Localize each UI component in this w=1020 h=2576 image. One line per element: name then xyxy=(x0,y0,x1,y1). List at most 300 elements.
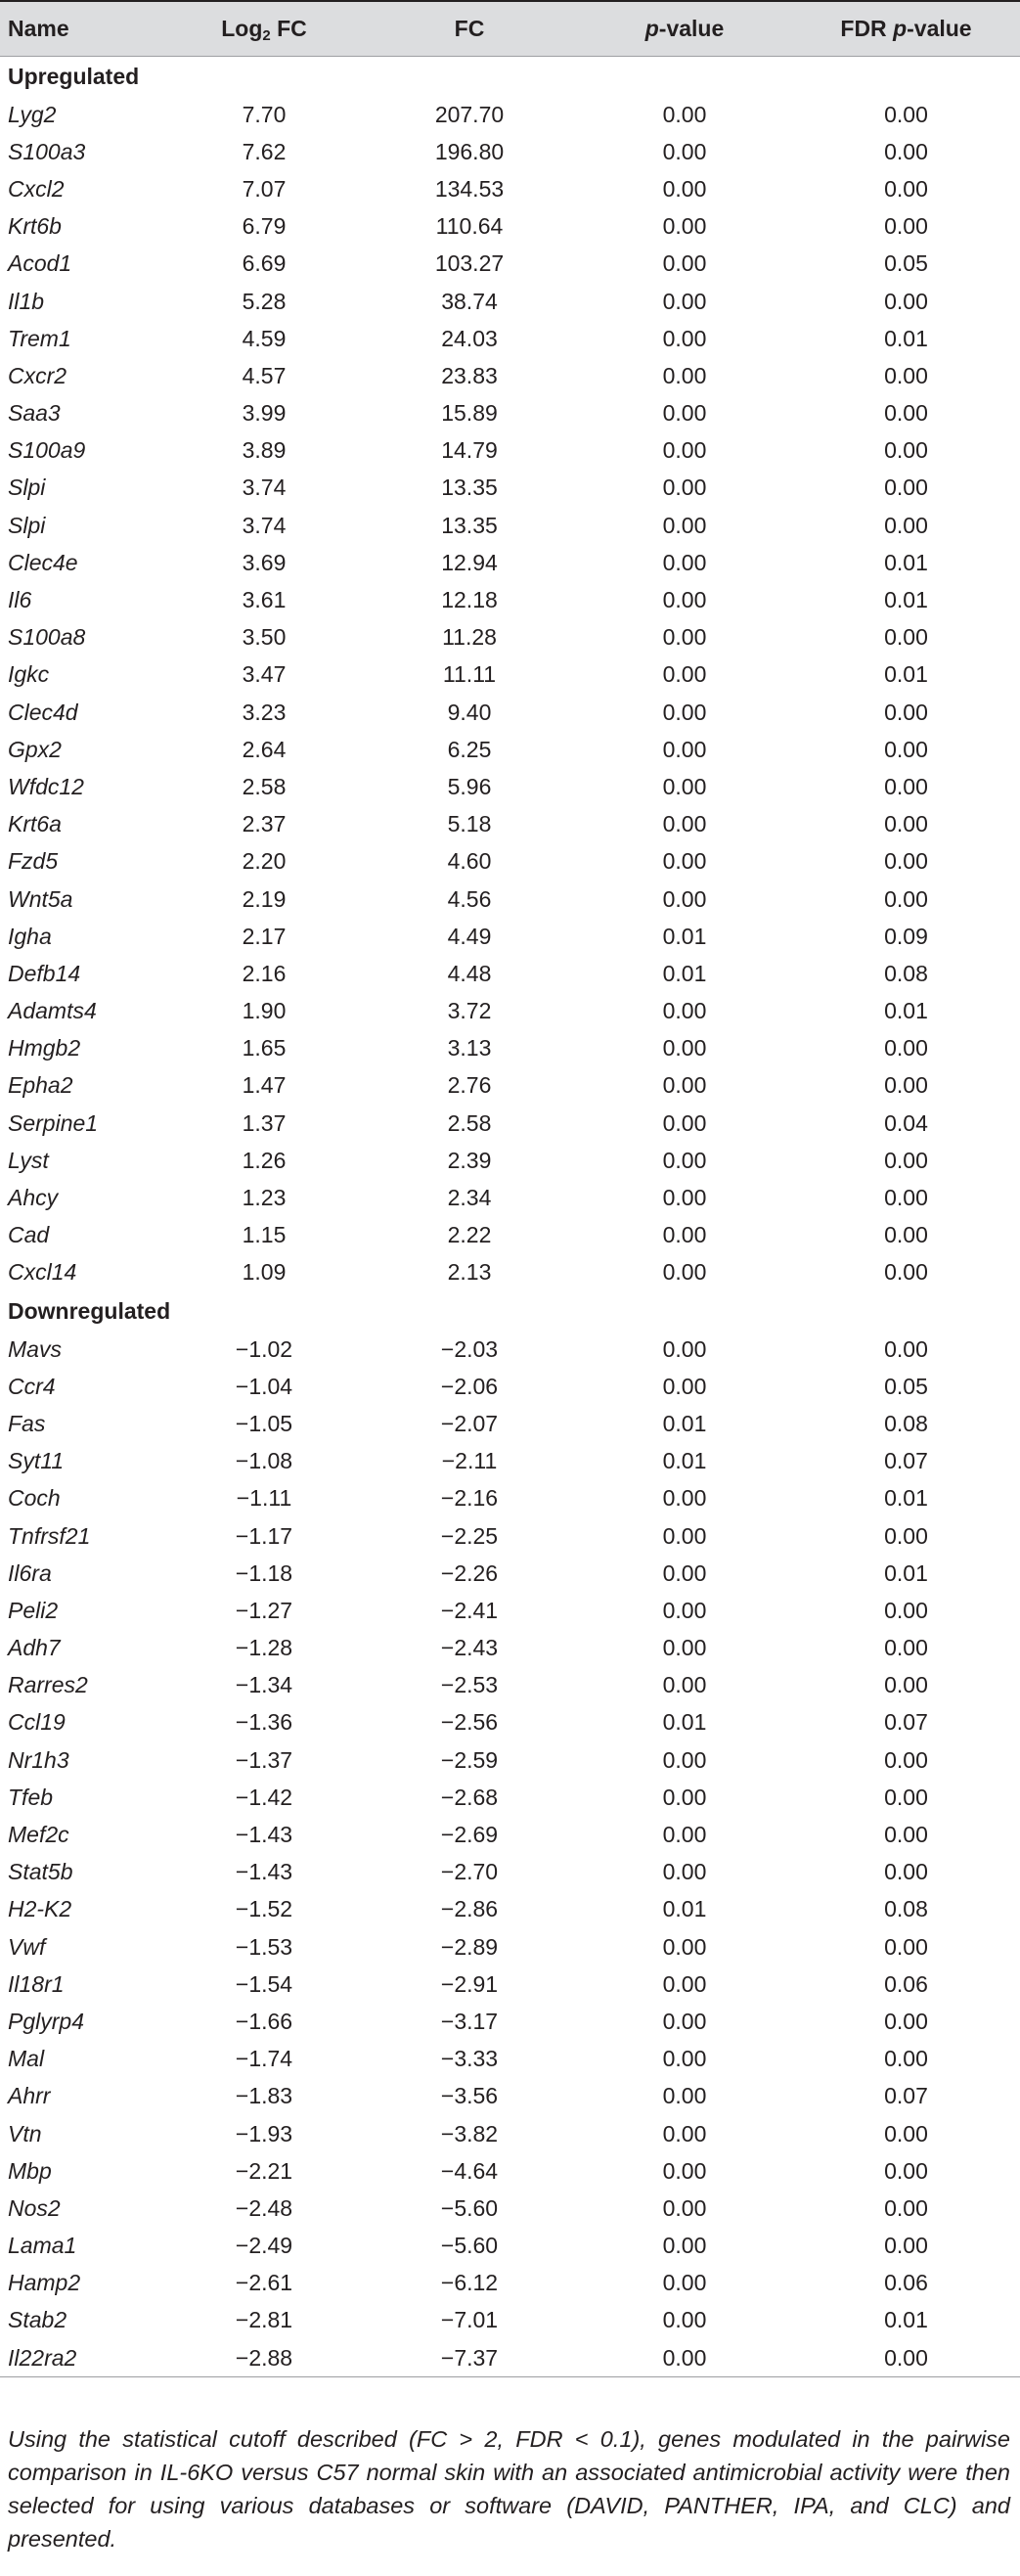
gene-name-cell: Mbp xyxy=(8,2157,52,2184)
table-row xyxy=(0,432,1020,470)
pvalue-cell: 0.00 xyxy=(662,400,707,427)
pvalue-cell: 0.00 xyxy=(662,2233,707,2259)
pvalue-cell: 0.00 xyxy=(662,1035,707,1062)
gene-name-cell: Il22ra2 xyxy=(0,2339,166,2377)
table-row xyxy=(0,1331,1020,1368)
table-row xyxy=(0,581,1020,618)
pvalue-cell: 0.00 xyxy=(662,325,707,351)
fc-cell: 6.25 xyxy=(447,736,492,762)
pvalue-cell: 0.00 xyxy=(662,1485,707,1512)
pvalue-cell: 0.00 xyxy=(662,2307,707,2333)
fdr-pvalue-cell: 0.00 xyxy=(884,736,928,762)
log2fc-cell: −1.17 xyxy=(235,1522,293,1549)
pvalue-cell: 0.01 xyxy=(662,1410,707,1436)
fc-cell: −2.06 xyxy=(440,1373,499,1399)
log2fc-cell: −1.18 xyxy=(235,1559,293,1586)
table-row xyxy=(0,507,1020,544)
pvalue-cell: 0.00 xyxy=(662,250,707,277)
gene-name-cell: Wfdc12 xyxy=(8,773,84,799)
fc-cell: 207.70 xyxy=(434,101,505,127)
gene-name-cell: Slpi xyxy=(8,512,46,538)
pvalue-cell: 0.01 xyxy=(662,960,707,986)
fdr-pvalue-cell: 0.00 xyxy=(884,699,928,725)
fc-cell: −2.16 xyxy=(440,1485,499,1512)
fc-cell: 13.35 xyxy=(441,512,498,538)
fc-cell: 3.72 xyxy=(447,998,492,1024)
fc-cell: 38.74 xyxy=(441,288,498,314)
pvalue-cell: 0.00 xyxy=(577,2339,792,2377)
pvalue-cell: 0.00 xyxy=(662,2008,707,2034)
gene-name-cell: Cxcr2 xyxy=(8,362,67,388)
log2fc-cell: −1.04 xyxy=(235,1373,293,1399)
col-header-log2fc: Log$_2$ FC xyxy=(166,1,362,57)
pvalue-cell: 0.00 xyxy=(662,362,707,388)
pvalue-cell: 0.00 xyxy=(662,138,707,164)
fc-cell: 2.58 xyxy=(447,1109,492,1136)
pvalue-cell: 0.01 xyxy=(662,923,707,949)
upregulated-section xyxy=(0,57,1020,1292)
gene-name-cell: Ahcy xyxy=(8,1185,59,1211)
table-row xyxy=(0,357,1020,394)
col-header-fc: FC xyxy=(362,1,577,57)
log2fc-cell: −1.11 xyxy=(236,1485,292,1512)
log2fc-cell: −1.83 xyxy=(235,2083,293,2109)
gene-name-cell: Hamp2 xyxy=(8,2270,81,2296)
pvalue-cell: 0.00 xyxy=(662,213,707,240)
gene-name-cell: Syt11 xyxy=(8,1448,65,1474)
fc-cell: 134.53 xyxy=(434,175,505,202)
gene-name-cell: Lyg2 xyxy=(8,101,57,127)
log2fc-cell: −1.05 xyxy=(235,1410,293,1436)
fc-cell: −2.41 xyxy=(440,1597,499,1623)
table-row xyxy=(0,1891,1020,1928)
gene-name-cell: Il6ra xyxy=(8,1559,52,1586)
pvalue-cell: 0.00 xyxy=(662,1822,707,1848)
fc-cell: −2.69 xyxy=(440,1822,499,1848)
log2fc-cell: −2.88 xyxy=(166,2339,362,2377)
pvalue-cell: 0.00 xyxy=(662,2270,707,2296)
gene-name-cell: Ccr4 xyxy=(8,1373,56,1399)
fc-cell: 110.64 xyxy=(435,213,504,240)
gene-name-cell: Gpx2 xyxy=(8,736,62,762)
fc-cell: −2.70 xyxy=(440,1859,499,1885)
table-row xyxy=(0,544,1020,581)
table-row xyxy=(0,2115,1020,2152)
fdr-pvalue-cell: 0.09 xyxy=(884,923,928,949)
gene-name-cell: Il18r1 xyxy=(8,1970,65,1997)
gene-name-cell: Serpine1 xyxy=(8,1109,99,1136)
downregulated-section xyxy=(0,1291,1020,2377)
fc-cell: −7.01 xyxy=(440,2307,499,2333)
gene-name-cell: Mal xyxy=(8,2046,45,2072)
table-row xyxy=(0,1254,1020,1291)
log2fc-cell: −1.28 xyxy=(235,1635,293,1661)
pvalue-cell: 0.01 xyxy=(662,1448,707,1474)
log2fc-cell: −2.61 xyxy=(235,2270,293,2296)
pvalue-cell: 0.00 xyxy=(662,512,707,538)
log2fc-cell: −1.08 xyxy=(235,1448,293,1474)
log2fc-cell: 6.69 xyxy=(242,250,287,277)
fc-cell: −3.33 xyxy=(440,2046,499,2072)
fc-cell: −2.89 xyxy=(440,1933,499,1960)
table-row xyxy=(0,768,1020,805)
fdr-pvalue-cell: 0.00 xyxy=(884,624,928,651)
log2fc-cell: 2.37 xyxy=(242,811,287,837)
fdr-pvalue-cell: 0.01 xyxy=(884,325,928,351)
table-row xyxy=(0,1966,1020,2003)
gene-name-cell: S100a8 xyxy=(8,624,86,651)
fdr-pvalue-cell: 0.00 xyxy=(884,138,928,164)
log2fc-cell: 2.19 xyxy=(242,885,287,912)
fdr-pvalue-cell: 0.00 xyxy=(884,288,928,314)
table-row xyxy=(0,1741,1020,1779)
log2fc-cell: −2.48 xyxy=(235,2194,293,2221)
pvalue-cell: 0.00 xyxy=(662,624,707,651)
fc-cell: 13.35 xyxy=(441,475,498,501)
fdr-pvalue-cell: 0.00 xyxy=(884,1597,928,1623)
table-row xyxy=(0,320,1020,357)
pvalue-cell: 0.00 xyxy=(662,1522,707,1549)
log2fc-cell: −2.21 xyxy=(235,2157,293,2184)
fc-cell: 23.83 xyxy=(441,362,498,388)
fc-cell: 2.76 xyxy=(447,1072,492,1099)
pvalue-cell: 0.00 xyxy=(662,1335,707,1362)
log2fc-cell: −1.34 xyxy=(235,1672,293,1698)
col-header-fdr-pvalue: FDR p-value xyxy=(792,1,1020,57)
log2fc-cell: 1.09 xyxy=(242,1259,287,1286)
fdr-pvalue-cell: 0.00 xyxy=(884,1185,928,1211)
table-row xyxy=(0,1630,1020,1667)
col-header-pvalue: p-value xyxy=(577,1,792,57)
fc-cell: −2.91 xyxy=(440,1970,499,1997)
table-row xyxy=(0,656,1020,694)
gene-name-cell: Ahrr xyxy=(8,2083,51,2109)
log2fc-cell: 1.26 xyxy=(242,1147,287,1173)
log2fc-cell: −1.93 xyxy=(235,2120,293,2147)
fdr-pvalue-cell: 0.00 xyxy=(884,1822,928,1848)
fc-cell: −2.53 xyxy=(440,1672,499,1698)
table-row xyxy=(0,843,1020,881)
log2fc-cell: 2.16 xyxy=(242,960,287,986)
table-row xyxy=(0,2302,1020,2339)
fdr-pvalue-cell: 0.00 xyxy=(884,362,928,388)
gene-name-cell: Clec4d xyxy=(8,699,78,725)
pvalue-cell: 0.00 xyxy=(662,773,707,799)
pvalue-cell: 0.00 xyxy=(662,811,707,837)
fdr-pvalue-cell: 0.00 xyxy=(884,1746,928,1773)
log2fc-cell: 1.15 xyxy=(242,1222,287,1248)
pvalue-cell: 0.00 xyxy=(662,1185,707,1211)
gene-name-cell: Clec4e xyxy=(8,549,78,575)
fdr-pvalue-cell: 0.00 xyxy=(884,1635,928,1661)
table-row xyxy=(0,1030,1020,1067)
fdr-pvalue-cell: 0.06 xyxy=(884,2270,928,2296)
pvalue-cell: 0.00 xyxy=(662,1859,707,1885)
log2fc-cell: 4.57 xyxy=(242,362,287,388)
table-row xyxy=(0,1667,1020,1704)
fc-cell: 9.40 xyxy=(447,699,492,725)
gene-name-cell: Adh7 xyxy=(8,1635,61,1661)
log2fc-cell: 3.23 xyxy=(242,699,287,725)
table-row xyxy=(0,2003,1020,2040)
pvalue-cell: 0.00 xyxy=(662,1109,707,1136)
log2fc-cell: −2.49 xyxy=(235,2233,293,2259)
log2fc-cell: 7.07 xyxy=(242,175,287,202)
fc-cell: 14.79 xyxy=(441,437,498,464)
fdr-pvalue-cell: 0.07 xyxy=(884,1709,928,1736)
gene-name-cell: Vwf xyxy=(8,1933,46,1960)
gene-name-cell: Trem1 xyxy=(8,325,71,351)
pvalue-cell: 0.00 xyxy=(662,661,707,688)
log2fc-cell: 2.17 xyxy=(242,923,287,949)
fc-cell: 11.11 xyxy=(442,661,497,688)
section-heading-row xyxy=(0,1291,1020,1331)
gene-name-cell: Rarres2 xyxy=(8,1672,88,1698)
gene-name-cell: Slpi xyxy=(8,475,46,501)
fdr-pvalue-cell: 0.00 xyxy=(884,1335,928,1362)
pvalue-cell: 0.00 xyxy=(662,2046,707,2072)
table-row xyxy=(0,1179,1020,1216)
fc-cell: 4.60 xyxy=(447,848,492,875)
gene-name-cell: Il6 xyxy=(8,587,32,613)
log2fc-cell: −1.52 xyxy=(235,1896,293,1922)
fdr-pvalue-cell: 0.06 xyxy=(884,1970,928,1997)
section-title: Downregulated xyxy=(8,1297,171,1324)
pvalue-cell: 0.00 xyxy=(662,1259,707,1286)
gene-name-cell: Cad xyxy=(8,1222,50,1248)
fc-cell: −6.12 xyxy=(440,2270,499,2296)
fdr-pvalue-cell: 0.01 xyxy=(884,1485,928,1512)
header-row xyxy=(0,1,1020,57)
pvalue-cell: 0.00 xyxy=(662,101,707,127)
pvalue-cell: 0.00 xyxy=(662,736,707,762)
log2fc-cell: 4.59 xyxy=(242,325,287,351)
pvalue-cell: 0.00 xyxy=(662,1222,707,1248)
table-row xyxy=(0,1592,1020,1629)
pvalue-cell: 0.00 xyxy=(662,2083,707,2109)
log2fc-cell: −1.27 xyxy=(235,1597,293,1623)
log2fc-cell: 6.79 xyxy=(242,213,287,240)
fdr-pvalue-cell: 0.01 xyxy=(884,661,928,688)
table-row xyxy=(0,993,1020,1030)
gene-name-cell: Igkc xyxy=(8,661,50,688)
fc-cell: −4.64 xyxy=(440,2157,499,2184)
col-header-name: Name xyxy=(0,1,166,57)
log2fc-cell: 1.47 xyxy=(242,1072,287,1099)
fdr-pvalue-cell: 0.00 xyxy=(884,400,928,427)
pvalue-cell: 0.00 xyxy=(662,1072,707,1099)
log2fc-cell: −1.66 xyxy=(235,2008,293,2034)
table-row xyxy=(0,2152,1020,2190)
log2fc-cell: 3.74 xyxy=(242,512,287,538)
fc-cell: −2.07 xyxy=(440,1410,499,1436)
pvalue-cell: 0.00 xyxy=(662,885,707,912)
fdr-pvalue-cell: 0.00 xyxy=(884,2233,928,2259)
table-row xyxy=(0,2190,1020,2227)
table-row xyxy=(0,1816,1020,1853)
table-row xyxy=(0,208,1020,246)
gene-name-cell: Pglyrp4 xyxy=(8,2008,84,2034)
table-row xyxy=(0,170,1020,207)
fc-cell: 2.13 xyxy=(447,1259,492,1286)
pvalue-cell: 0.00 xyxy=(662,549,707,575)
table-row xyxy=(0,619,1020,656)
gene-name-cell: Peli2 xyxy=(8,1597,59,1623)
pvalue-cell: 0.00 xyxy=(662,2157,707,2184)
fdr-pvalue-cell: 0.08 xyxy=(884,960,928,986)
fdr-pvalue-cell: 0.00 xyxy=(792,2339,1020,2377)
pvalue-cell: 0.00 xyxy=(662,1784,707,1810)
gene-name-cell: Krt6a xyxy=(8,811,62,837)
log2fc-cell: −1.54 xyxy=(235,1970,293,1997)
fc-cell: −2.68 xyxy=(440,1784,499,1810)
table-row xyxy=(0,1480,1020,1517)
fdr-pvalue-cell: 0.00 xyxy=(884,1259,928,1286)
pvalue-cell: 0.00 xyxy=(662,1373,707,1399)
fdr-pvalue-cell: 0.00 xyxy=(884,1147,928,1173)
log2fc-cell: 1.65 xyxy=(242,1035,287,1062)
gene-name-cell: Vtn xyxy=(8,2120,42,2147)
gene-name-cell: Wnt5a xyxy=(8,885,73,912)
fdr-pvalue-cell: 0.00 xyxy=(884,1035,928,1062)
fdr-pvalue-cell: 0.00 xyxy=(884,437,928,464)
pvalue-cell: 0.00 xyxy=(662,175,707,202)
table-row xyxy=(0,246,1020,283)
table-row xyxy=(0,806,1020,843)
pvalue-cell: 0.00 xyxy=(662,848,707,875)
fdr-pvalue-cell: 0.00 xyxy=(884,475,928,501)
fc-cell: −5.60 xyxy=(440,2233,499,2259)
gene-name-cell: Stat5b xyxy=(8,1859,73,1885)
section-heading-row xyxy=(0,57,1020,97)
gene-name-cell: S100a9 xyxy=(8,437,86,464)
table-row xyxy=(0,283,1020,320)
fc-cell: −2.26 xyxy=(440,1559,499,1586)
gene-name-cell: Fas xyxy=(8,1410,46,1436)
fc-cell: −5.60 xyxy=(440,2194,499,2221)
table-row xyxy=(0,1067,1020,1105)
gene-name-cell: Lama1 xyxy=(8,2233,77,2259)
fdr-pvalue-cell: 0.01 xyxy=(884,998,928,1024)
fc-cell: −2.56 xyxy=(440,1709,499,1736)
table-row xyxy=(0,1555,1020,1592)
log2fc-cell: 2.20 xyxy=(242,848,287,875)
section-title: Upregulated xyxy=(8,63,140,89)
log2fc-cell: −1.43 xyxy=(235,1822,293,1848)
fc-cell: −2.03 xyxy=(440,1335,499,1362)
pvalue-cell: 0.00 xyxy=(662,2194,707,2221)
fc-cell: 5.96 xyxy=(447,773,492,799)
log2fc-cell: 3.69 xyxy=(242,549,287,575)
fdr-pvalue-cell: 0.00 xyxy=(884,2194,928,2221)
gene-name-cell: Krt6b xyxy=(8,213,62,240)
gene-name-cell: Cxcl14 xyxy=(8,1259,77,1286)
pvalue-cell: 0.00 xyxy=(662,998,707,1024)
fc-cell: 24.03 xyxy=(441,325,498,351)
log2fc-cell: 3.61 xyxy=(242,587,287,613)
fdr-pvalue-cell: 0.00 xyxy=(884,101,928,127)
gene-name-cell: Coch xyxy=(8,1485,61,1512)
fc-cell: −7.37 xyxy=(362,2339,577,2377)
fdr-pvalue-cell: 0.00 xyxy=(884,885,928,912)
log2fc-cell: −1.36 xyxy=(235,1709,293,1736)
table-row xyxy=(0,133,1020,170)
table-row xyxy=(0,2228,1020,2265)
fdr-pvalue-cell: 0.08 xyxy=(884,1410,928,1436)
gene-name-cell: Nr1h3 xyxy=(8,1746,69,1773)
log2fc-cell: 3.89 xyxy=(242,437,287,464)
log2fc-cell: 1.23 xyxy=(242,1185,287,1211)
fdr-pvalue-cell: 0.04 xyxy=(884,1109,928,1136)
pvalue-cell: 0.00 xyxy=(662,1635,707,1661)
fc-cell: −3.17 xyxy=(440,2008,499,2034)
table-row xyxy=(0,395,1020,432)
fdr-pvalue-cell: 0.00 xyxy=(884,848,928,875)
log2fc-cell: 3.74 xyxy=(242,475,287,501)
gene-name-cell: Mavs xyxy=(8,1335,62,1362)
log2fc-cell: −2.81 xyxy=(235,2307,293,2333)
table-row xyxy=(0,2041,1020,2078)
fc-cell: 4.48 xyxy=(447,960,492,986)
log2fc-cell: 3.99 xyxy=(242,400,287,427)
fc-cell: −2.11 xyxy=(441,1448,498,1474)
gene-name-cell: Fzd5 xyxy=(8,848,59,875)
gene-name-cell: Ccl19 xyxy=(8,1709,66,1736)
table-row xyxy=(0,694,1020,731)
gene-name-cell: Lyst xyxy=(8,1147,49,1173)
fdr-pvalue-cell: 0.00 xyxy=(884,1933,928,1960)
fdr-pvalue-cell: 0.01 xyxy=(884,1559,928,1586)
fdr-pvalue-cell: 0.00 xyxy=(884,773,928,799)
table-row xyxy=(0,1704,1020,1741)
fdr-pvalue-cell: 0.07 xyxy=(884,1448,928,1474)
log2fc-cell: −1.43 xyxy=(235,1859,293,1885)
fdr-pvalue-cell: 0.05 xyxy=(884,250,928,277)
table-row xyxy=(0,2339,1020,2377)
table-row xyxy=(0,470,1020,507)
fc-cell: 2.22 xyxy=(447,1222,492,1248)
fc-cell: 11.28 xyxy=(442,624,497,651)
fdr-pvalue-cell: 0.00 xyxy=(884,2157,928,2184)
table-row xyxy=(0,1142,1020,1179)
fc-cell: 15.89 xyxy=(441,400,498,427)
gene-name-cell: Adamts4 xyxy=(8,998,97,1024)
gene-name-cell: Tnfrsf21 xyxy=(8,1522,91,1549)
fdr-pvalue-cell: 0.00 xyxy=(884,811,928,837)
pvalue-cell: 0.00 xyxy=(662,1147,707,1173)
fdr-pvalue-cell: 0.00 xyxy=(884,2046,928,2072)
gene-name-cell: S100a3 xyxy=(8,138,86,164)
table-row xyxy=(0,731,1020,768)
pvalue-cell: 0.00 xyxy=(662,288,707,314)
fc-cell: −2.43 xyxy=(440,1635,499,1661)
pvalue-cell: 0.00 xyxy=(662,1970,707,1997)
gene-name-cell: Defb14 xyxy=(8,960,81,986)
table-row xyxy=(0,1517,1020,1555)
log2fc-cell: 2.58 xyxy=(242,773,287,799)
log2fc-cell: 3.50 xyxy=(242,624,287,651)
table-row xyxy=(0,2078,1020,2115)
fc-cell: 3.13 xyxy=(447,1035,492,1062)
fdr-pvalue-cell: 0.00 xyxy=(884,2008,928,2034)
gene-name-cell: Igha xyxy=(8,923,52,949)
table-row xyxy=(0,955,1020,992)
fc-cell: 5.18 xyxy=(447,811,492,837)
fc-cell: 4.49 xyxy=(447,923,492,949)
table-row xyxy=(0,1368,1020,1405)
fdr-pvalue-cell: 0.00 xyxy=(884,1672,928,1698)
pvalue-cell: 0.00 xyxy=(662,437,707,464)
